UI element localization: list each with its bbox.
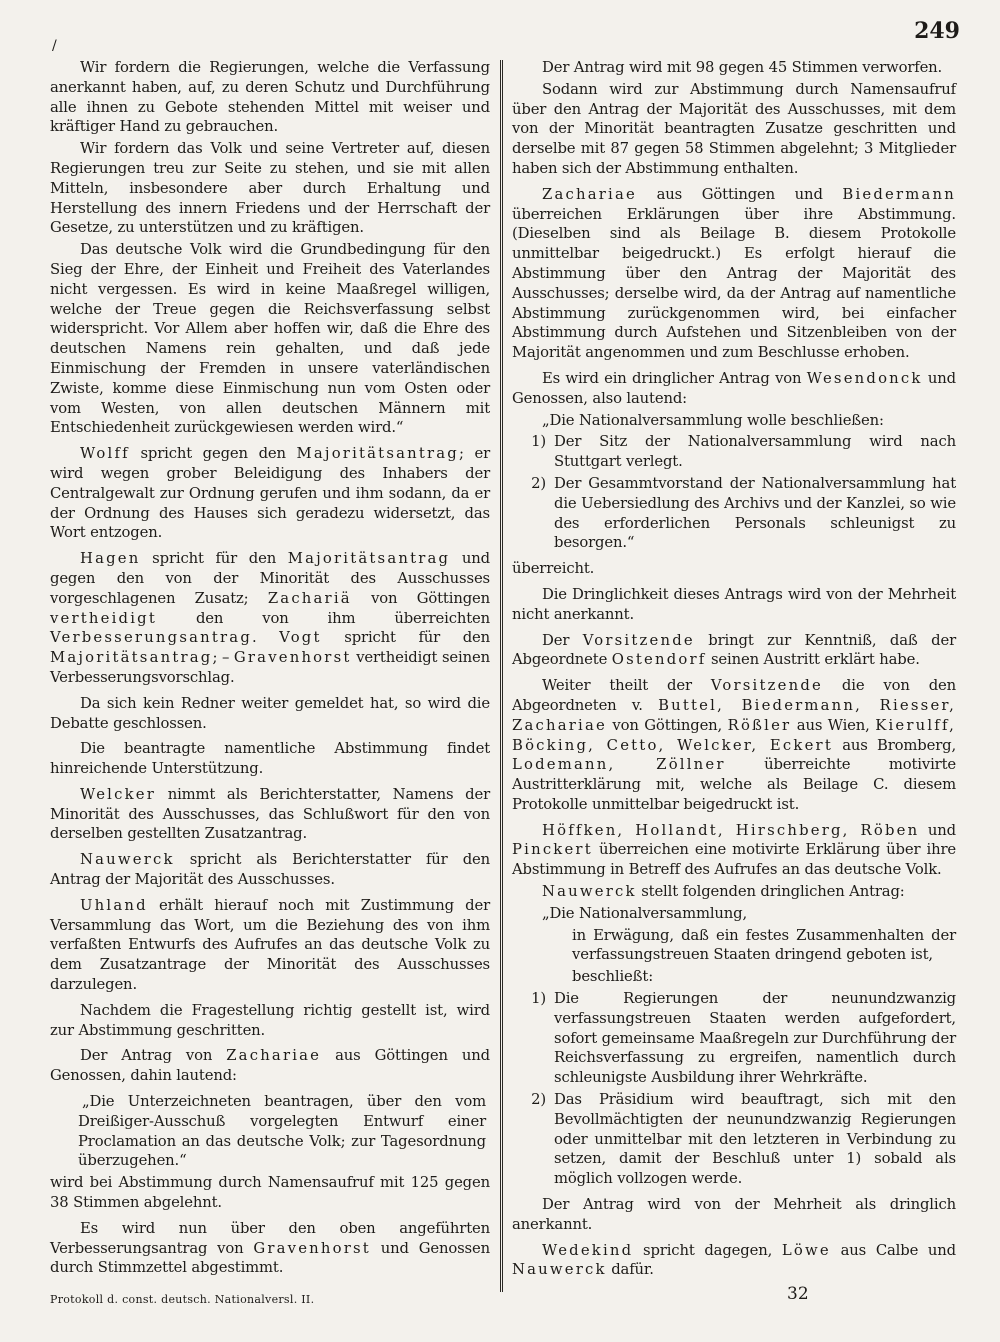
paragraph: Da sich kein Redner weiter gemeldet hat, so wird die Debatte geschlossen. xyxy=(50,694,490,732)
paragraph xyxy=(512,676,956,815)
text-run: Majoritätsantrag xyxy=(296,445,459,463)
speaker-name: Wedekind xyxy=(542,1241,634,1259)
paragraph xyxy=(512,1241,956,1281)
speaker-name: Ostendorf xyxy=(611,651,707,669)
speaker-name: Nauwerck xyxy=(80,851,175,869)
paragraph xyxy=(50,1046,490,1086)
item-text: Der Sitz der Nationalversammlung wird nach Stuttgart verlegt. xyxy=(554,433,956,471)
text-run: Der Antrag von xyxy=(80,1047,227,1065)
text-run: ; – xyxy=(212,649,234,667)
paragraph: überreicht. xyxy=(512,560,595,578)
paragraph: Der Antrag wird von der Mehrheit als dringlich anerkannt. xyxy=(512,1196,956,1233)
speaker-name: Vorsitzende xyxy=(582,631,695,649)
text-run: Verbesserungsantrag xyxy=(50,629,252,647)
list-item xyxy=(512,989,956,1088)
speaker-name: Vorsitzende xyxy=(710,677,823,695)
text-run: von Göttingen xyxy=(351,589,491,607)
text-run: aus Wien, xyxy=(791,716,876,734)
page-number: 249 xyxy=(914,18,960,44)
speaker-name: Hagen xyxy=(80,550,141,568)
text-run: aus Calbe und xyxy=(830,1241,957,1259)
speaker-name: Uhland xyxy=(80,896,148,914)
list-item xyxy=(512,474,956,553)
paragraph xyxy=(50,1219,490,1278)
text-run: Der xyxy=(542,631,583,649)
list-item xyxy=(512,432,956,472)
text-run: Es wird nun über den oben angeführten Verbesserungsantrag von xyxy=(50,1219,490,1257)
text-run: und gegen den von der Minorität des Ausschusses vorgeschlagenen Zusatz; xyxy=(50,550,490,607)
item-number: 1) xyxy=(531,433,546,451)
paragraph xyxy=(50,444,490,543)
text-run: bringt zur Kenntniß, daß der Abgeordnete xyxy=(512,631,956,669)
text-run: Weiter theilt der xyxy=(542,677,711,695)
right-column xyxy=(512,58,956,1282)
text-run: spricht gegen den xyxy=(129,445,297,463)
speaker-name: Welcker xyxy=(80,785,156,803)
text-run: und Genossen durch Stimmzettel abgestimmt. xyxy=(50,1239,490,1277)
speaker-name: Zachariae xyxy=(542,185,637,203)
text-run: Es wird ein dringlicher Antrag von xyxy=(542,369,807,387)
paragraph xyxy=(512,821,956,880)
paragraph: Wir fordern die Regierungen, welche die Verfassung anerkannt haben, auf, zu deren Schutz und Durchführung alle ihnen zu Gebote stehenden Mittel mit weiser und kräftiger Hand zu gebrauchen. xyxy=(50,59,490,136)
item-number: 2) xyxy=(531,1091,546,1109)
speaker-name: Höffken, Hollandt, Hirschberg, Röben xyxy=(542,821,920,839)
text-run: überreichen eine motivirte Erklärung über ihre Abstimmung in Betreff des Aufrufes an das deutsche Volk. xyxy=(512,841,956,879)
speaker-name: Pinckert xyxy=(512,841,593,859)
paragraph xyxy=(50,850,490,890)
text-run: Majoritätsantrag xyxy=(50,649,213,667)
speaker-name: Löwe xyxy=(781,1241,831,1259)
paragraph: wird bei Abstimmung durch Namensaufruf mit 125 gegen 38 Stimmen abgelehnt. xyxy=(50,1174,490,1212)
text-run: vertheidigt xyxy=(50,609,157,627)
speaker-name: Buttel, Biedermann, Riesser, Zachariae xyxy=(512,696,956,734)
text-run: nimmt als Berichterstatter, Namens der Minorität des Ausschusses, das Schlußwort für den von derselben gestellten Zusatzantrag. xyxy=(50,785,490,843)
paragraph: Die Dringlichkeit dieses Antrags wird von der Mehrheit nicht anerkannt. xyxy=(512,585,956,623)
quoted-motion-intro: „Die Nationalversammlung, xyxy=(542,904,748,922)
speaker-name: Nauwerck xyxy=(542,883,637,901)
paragraph: Die beantragte namentliche Abstimmung findet hinreichende Unterstützung. xyxy=(50,740,490,778)
item-text: Die Regierungen der neunundzwanzig verfassungstreuen Staaten werden aufgefordert, sofort gemeinsame Maaßregeln zur Durchführung der Reichsverfassung zu ergreifen, namentlich durch schleunigste Ausbildung ihrer Wehrkräfte. xyxy=(554,990,956,1087)
text-run: spricht für den xyxy=(321,629,490,647)
speaker-name: Vogt xyxy=(279,629,322,647)
text-run: spricht für den xyxy=(140,550,288,568)
paragraph xyxy=(50,896,490,995)
speaker-name: Gravenhorst xyxy=(233,649,352,667)
paragraph xyxy=(512,369,956,409)
column-divider xyxy=(500,60,503,1292)
paragraph: Wir fordern das Volk und seine Vertreter auf, diesen Regierungen treu zur Seite zu stehen, und sie mit allen Mitteln, insbesondere aber durch Erhaltung und Herstellung des innern Friedens und der Herrschaft der Gesetze, zu unterstützen und zu kräftigen. xyxy=(50,140,490,237)
quoted-motion-intro: „Die Nationalversammlung wolle beschließen: xyxy=(542,411,884,429)
paragraph: Das deutsche Volk wird die Grundbedingung für den Sieg der Ehre, der Einheit und Freiheit des Vaterlandes nicht vergessen. Es wird in keine Maaßregel willigen, welche der Treue gegen die Reichsverfassung selbst widerspricht. Vor Allem aber hoffen wir, daß die Ehre des deutschen Namens rein gehalten, und daß jede Einmischung der Fremden in unsere vaterländischen Zwiste, komme diese Einmischung nun vom Osten oder vom Westen, von allen deutschen Männern mit Entschiedenheit zurückgewiesen werden wird.“ xyxy=(50,241,490,437)
speaker-name: Lodemann, Zöllner xyxy=(512,756,726,774)
paragraph xyxy=(50,549,490,688)
text-run: erhält hierauf noch mit Zustimmung der Versammlung das Wort, um die Beziehung des von ihm verfaßten Entwurfs des Aufrufes an das deutsche Volk zu dem Zusatzantrage der Minorität des Ausschusses darzulegen. xyxy=(50,896,490,994)
text-run: Majoritätsantrag xyxy=(287,550,451,568)
text-run: spricht dagegen, xyxy=(633,1241,782,1259)
speaker-name: Wolff xyxy=(80,445,130,463)
text-run: seinen Austritt erklärt habe. xyxy=(706,651,920,669)
text-run: die von den Abgeordneten v. xyxy=(512,677,957,714)
paragraph: Sodann wird zur Abstimmung durch Namensaufruf über den Antrag der Majorität des Ausschusses, mit dem von der Minorität beantragten Zusatze geschritten und derselbe mit 87 gegen 58 Stimmen abgelehnt; 3 Mitglieder haben sich der Abstimmung enthalten. xyxy=(512,80,956,177)
text-run: spricht als Berichterstatter für den Antrag der Majorität des Ausschusses. xyxy=(50,851,490,889)
paragraph: Der Antrag wird mit 98 gegen 45 Stimmen verworfen. xyxy=(542,59,943,76)
paragraph: in Erwägung, daß ein festes Zusammenhalten der verfassungstreuen Staaten dringend geboten ist, xyxy=(572,926,956,964)
text-run: aus Bromberg, xyxy=(832,736,956,754)
item-text: Der Gesammtvorstand der Nationalversammlung hat die Uebersiedlung des Archivs und der Kanzlei, so wie des erforderlichen Personals schleunigst zu besorgen.“ xyxy=(554,474,956,552)
margin-mark: / xyxy=(52,38,57,54)
text-run: . xyxy=(252,629,280,647)
item-text: Das Präsidium wird beauftragt, sich mit den Bevollmächtigten der neunundzwanzig Regierungen oder unmittelbar mit den letzteren in Verbindung zu setzen, damit der Beschluß unter 1) sobald als möglich vollzogen werde. xyxy=(554,1091,956,1188)
text-run: stellt folgenden dringlichen Antrag: xyxy=(636,883,905,901)
text-run: und xyxy=(919,821,956,839)
speaker-name: Zachariae xyxy=(226,1047,322,1065)
list-item xyxy=(512,1090,956,1189)
speaker-name: Zachariä xyxy=(267,589,352,607)
speaker-name: Biedermann xyxy=(842,185,956,203)
item-number: 1) xyxy=(531,990,546,1008)
paragraph xyxy=(50,785,490,844)
paragraph xyxy=(512,185,956,363)
left-column xyxy=(50,58,490,1280)
speaker-name: Rößler xyxy=(727,716,792,734)
speaker-name: Gravenhorst xyxy=(253,1239,371,1257)
item-number: 2) xyxy=(531,474,546,492)
paragraph xyxy=(512,631,956,671)
text-run: ; er wird wegen grober Beleidigung des Inhabers der Centralgewalt zur Ordnung gerufen und ihm sodann, da er der Ordnung des Hauses sich geradezu widersetzt, das Wort entzogen. xyxy=(50,445,490,542)
sheet-signature: Protokoll d. const. deutsch. Nationalversl. II. xyxy=(50,1293,315,1306)
sheet-number: 32 xyxy=(787,1284,809,1304)
speaker-name: Wesendonck xyxy=(806,369,923,387)
paragraph: Nachdem die Fragestellung richtig gestellt ist, wird zur Abstimmung geschritten. xyxy=(50,1001,490,1039)
speaker-name: Kierulff, Böcking, Cetto, Welcker, Eckert xyxy=(512,716,957,754)
text-run: und Genossen, also lautend: xyxy=(512,369,956,407)
paragraph xyxy=(512,882,956,902)
speaker-name: Nauwerck xyxy=(512,1261,607,1279)
quoted-motion: „Die Unterzeichneten beantragen, über den vom Dreißiger-Ausschuß vorgelegten Entwurf einer Proclamation an das deutsche Volk; zur Tagesordnung überzugehen.“ xyxy=(78,1093,486,1170)
text-run: vertheidigt seinen Verbesserungsvorschlag. xyxy=(50,649,490,686)
text-run: aus Göttingen und xyxy=(636,185,843,203)
text-run: überreichte motivirte Austritterklärung mit, welche als Beilage C. diesem Protokolle unmittelbar beigedruckt ist. xyxy=(512,756,956,813)
text-run: aus Göttingen und Genossen, dahin lautend: xyxy=(50,1047,490,1085)
text-run: den von ihm überreichten xyxy=(156,609,490,627)
paragraph: beschließt: xyxy=(572,968,654,986)
text-run: überreichen Erklärungen über ihre Abstimmung. (Dieselben sind als Beilage B. diesem Protokolle unmittelbar beigedruckt.) Es erfolgt hierauf die Abstimmung über den Antrag der Majorität des Ausschusses; derselbe wird, da der Antrag auf namentliche Abstimmung zurückgenommen wird, bei einfacher Abstimmung durch Aufstehen und Sitzenbleiben von der Majorität angenommen und zum Beschlusse erhoben. xyxy=(512,205,956,362)
text-run: von Göttingen, xyxy=(606,716,728,734)
text-run: dafür. xyxy=(606,1261,654,1279)
